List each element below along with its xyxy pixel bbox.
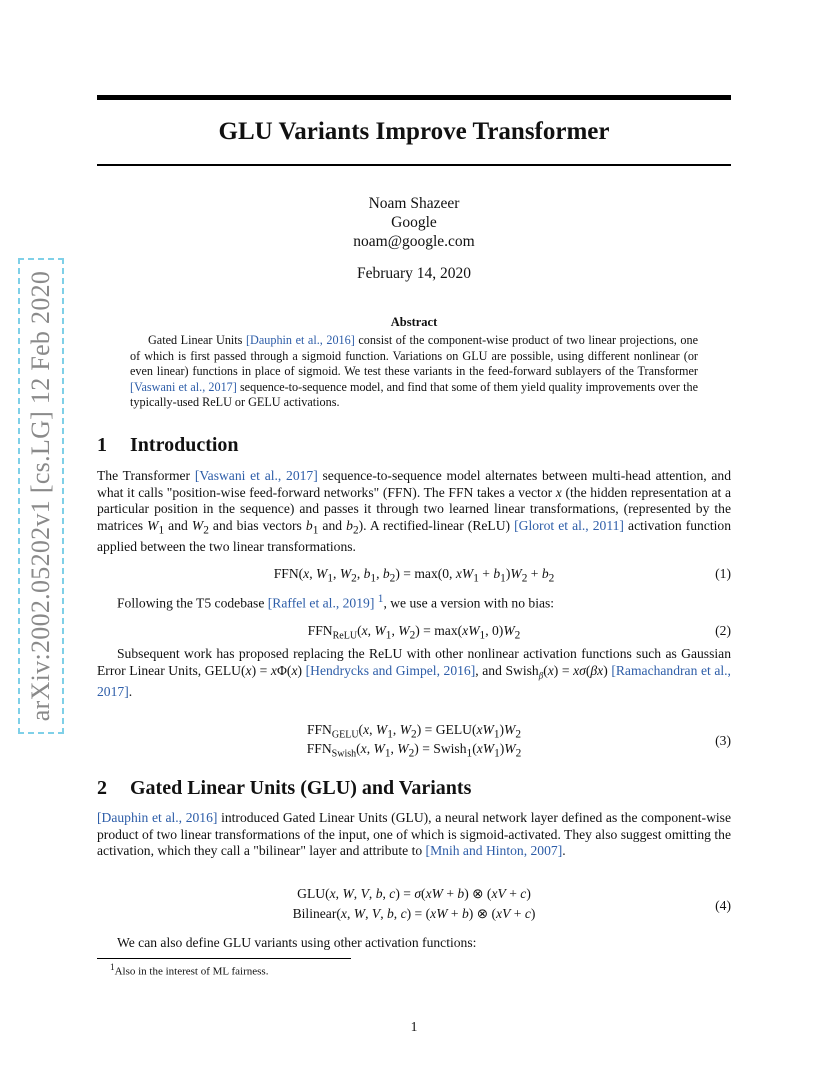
arxiv-identifier[interactable]: arXiv:2002.05202v1 [cs.LG] 12 Feb 2020 bbox=[26, 270, 55, 722]
paragraph-text: . bbox=[562, 843, 566, 859]
citation-link[interactable]: [Vaswani et al., 2017] bbox=[130, 379, 237, 394]
paragraph-text: and bias vectors bbox=[208, 517, 306, 533]
math-inline: W bbox=[147, 517, 159, 533]
math-inline: x bbox=[555, 484, 562, 500]
section-number: 2 bbox=[97, 777, 107, 799]
paragraph-text: and bbox=[318, 517, 347, 533]
math-inline: W bbox=[191, 517, 204, 533]
paragraph-text: Following the T5 codebase bbox=[117, 595, 268, 611]
paragraph-text: , and Swish bbox=[475, 662, 539, 678]
citation-link[interactable]: [Hendrycks and Gimpel, 2016] bbox=[305, 662, 476, 678]
citation-link[interactable]: [Mnih and Hinton, 2007] bbox=[425, 843, 563, 859]
intro-paragraph-1: The Transformer [Vaswani et al., 2017] sequence-to-sequence model alternates between multi-head attention, and what it calls "position-wise feed-forward networks" (FFN). The FFN takes a vector x (the hidden representation at a particular position in the sequence) and passes it through two learned linear transformations, (represented by the matrices $W_1$ and $W_2$ and bias vectors $b_1$ and $b_2$). A rectified-linear (ReLU) [Glorot et al., 2011] activation function applied between the two linear transformations. bbox=[97, 468, 731, 555]
paragraph-text: , we use a version with no bias: bbox=[383, 595, 555, 611]
author-name: Noam Shazeer bbox=[368, 195, 460, 212]
title-top-rule bbox=[97, 95, 731, 100]
equation-4a: GLU(x, W, V, b, c) = σ(xW + b) ⊗ (xV + c) bbox=[297, 886, 531, 901]
paragraph-text: (the hidden representation at a particular position in the sequence) and passes it through two learned linear transformations, (represented by the matrices bbox=[97, 484, 731, 533]
intro-paragraph-2 bbox=[97, 591, 731, 612]
citation-link[interactable]: [Glorot et al., 2011] bbox=[514, 517, 624, 533]
citation-link[interactable]: [Vaswani et al., 2017] bbox=[194, 468, 318, 483]
abstract-text: sequence-to-sequence model, and find that some of them yield quality improvements over the typically-used ReLU or GELU activations. bbox=[130, 379, 698, 410]
section-heading-introduction bbox=[97, 434, 239, 457]
citation-link[interactable]: [Raffel et al., 2019] bbox=[267, 595, 375, 611]
math-inline: b bbox=[346, 517, 353, 533]
paragraph-text: Subsequent work has proposed replacing the ReLU with other nonlinear activation functions such as Gaussian Error Linear Units, GELU( bbox=[97, 646, 731, 678]
paper-title: GLU Variants Improve Transformer bbox=[218, 118, 610, 145]
footnote-mark: 1 bbox=[110, 962, 115, 972]
footnote-rule bbox=[97, 958, 351, 959]
section-heading-glu bbox=[97, 777, 471, 800]
glu-paragraph-1 bbox=[97, 810, 731, 860]
equation-2: $FFN_{ReLU}(x$, $W_1$, $W_2) = \max(xW_1$, $0)W_2$ bbox=[307, 623, 521, 642]
section-title: Introduction bbox=[130, 434, 239, 456]
paragraph-text: The Transformer bbox=[97, 468, 195, 483]
equation-number: (3) bbox=[715, 733, 731, 748]
citation-link[interactable]: [Dauphin et al., 2016] bbox=[97, 810, 218, 825]
equation-number: (4) bbox=[715, 898, 731, 913]
paragraph-text: ). A rectified-linear (ReLU) bbox=[358, 517, 515, 533]
paragraph-text: introduced Gated Linear Units (GLU), a neural network layer defined as the component-wise product of two linear transformations of the input, one of which is sigmoid-activated. They also suggest omitting the activation, which they call a "bilinear" layer and attribute to bbox=[97, 810, 731, 859]
footnote bbox=[110, 962, 268, 978]
abstract-heading: Abstract bbox=[390, 315, 438, 329]
footnote-marker[interactable]: 1 bbox=[377, 593, 384, 605]
footnote-text: Also in the interest of ML fairness. bbox=[114, 965, 269, 978]
citation-link[interactable]: [Ramachandran et al., 2017] bbox=[97, 662, 731, 699]
paragraph-text: sequence-to-sequence model alternates between multi-head attention, and what it calls "position-wise feed-forward networks" (FFN). The FFN takes a vector bbox=[97, 468, 731, 500]
title-bottom-rule bbox=[97, 164, 731, 166]
equation-4b: Bilinear(x, W, V, b, c) = (xW + b) ⊗ (xV + c) bbox=[292, 906, 536, 921]
author-email: noam@google.com bbox=[353, 233, 475, 250]
author-affiliation: Google bbox=[391, 214, 437, 231]
intro-paragraph-3: Subsequent work has proposed replacing the ReLU with other nonlinear activation functions such as Gaussian Error Linear Units, GELU(x) = xΦ(x) [Hendrycks and Gimpel, 2016], and Swish$_\beta$(x) = xσ(βx) [Ramachandran et al., 2017]. bbox=[97, 646, 731, 699]
equation-number: (2) bbox=[715, 623, 731, 638]
citation-link[interactable]: [Dauphin et al., 2016] bbox=[245, 333, 355, 347]
paragraph-text: activation function applied between the two linear transformations. bbox=[97, 517, 731, 555]
equation-number: (1) bbox=[715, 566, 731, 581]
paper-date: February 14, 2020 bbox=[356, 265, 472, 282]
section-number: 1 bbox=[97, 434, 107, 456]
abstract-text: Gated Linear Units bbox=[148, 333, 246, 347]
section-title: Gated Linear Units (GLU) and Variants bbox=[130, 777, 472, 799]
paragraph-text: and bbox=[164, 517, 192, 533]
equation-3b: $FFN_{Swish}(x$, $W_1$, $W_2$) = $Swish_1(xW_1)W_2$ bbox=[306, 741, 522, 760]
math-inline: b bbox=[305, 517, 313, 533]
abstract-text: consist of the component-wise product of two linear projections, one of which is first passed through a sigmoid function. Variations on GLU are possible, using different nonlinear (or even linear) functions in place of sigmoid. We test these variants in the feed-forward sublayers of the Transformer bbox=[130, 333, 699, 379]
abstract-body bbox=[130, 333, 698, 411]
equation-1: FFN(x, $W_1$, $W_2$, $b_1$, $b_2) = \max(0$, $xW_1 + b_1)W_2 + b_2$ bbox=[273, 566, 555, 585]
glu-paragraph-2: We can also define GLU variants using other activation functions: bbox=[117, 935, 477, 950]
page-number: 1 bbox=[410, 1019, 418, 1034]
equation-3a: $FFN_{GELU}(x$, $W_1$, $W_2$) = $GELU(xW_1)W_2$ bbox=[306, 722, 522, 741]
